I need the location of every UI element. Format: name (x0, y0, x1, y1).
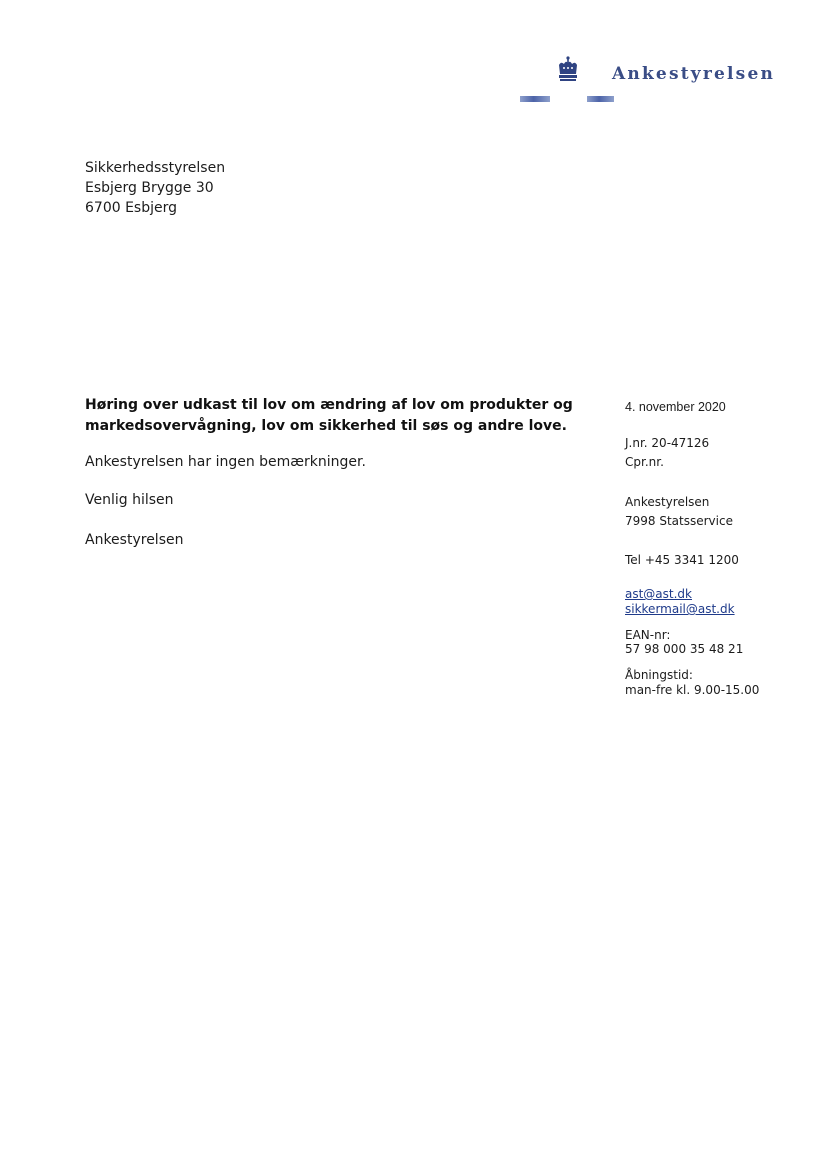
sender-address: 7998 Statsservice (625, 514, 733, 528)
cpr-number: Cpr.nr. (625, 455, 664, 469)
sender-org: Ankestyrelsen (625, 495, 710, 509)
letter-date: 4. november 2020 (625, 400, 726, 414)
sender-phone: Tel +45 3341 1200 (625, 553, 739, 567)
logo-bar-left (520, 96, 550, 102)
ankestyrelsen-logo (520, 56, 810, 106)
recipient-address (85, 158, 225, 218)
logo-wordmark: Ankestyrelsen (612, 64, 776, 84)
opening-hours: man-fre kl. 9.00-15.00 (625, 683, 760, 697)
letter-body: Ankestyrelsen har ingen bemærkninger. (85, 454, 366, 470)
royal-crown-icon (554, 56, 582, 84)
recipient-street: Esbjerg Brygge 30 (85, 180, 214, 196)
ean-number: 57 98 000 35 48 21 (625, 642, 744, 656)
journal-number: J.nr. 20-47126 (625, 436, 710, 450)
recipient-city: 6700 Esbjerg (85, 200, 178, 216)
recipient-name: Sikkerhedsstyrelsen (85, 160, 226, 176)
email-link[interactable]: ast@ast.dk (625, 587, 693, 601)
letter-closing: Venlig hilsen (85, 492, 174, 508)
secure-email-link[interactable]: sikkermail@ast.dk (625, 602, 735, 616)
letter-subject: Høring over udkast til lov om ændring af lov om produkter og markedsovervågning, lov om sikkerhed til søs og andre love. (85, 397, 573, 434)
ean-label: EAN-nr: (625, 628, 671, 642)
opening-hours-label: Åbningstid: (625, 668, 693, 682)
logo-bar-right (587, 96, 614, 102)
letter-signature: Ankestyrelsen (85, 532, 184, 548)
